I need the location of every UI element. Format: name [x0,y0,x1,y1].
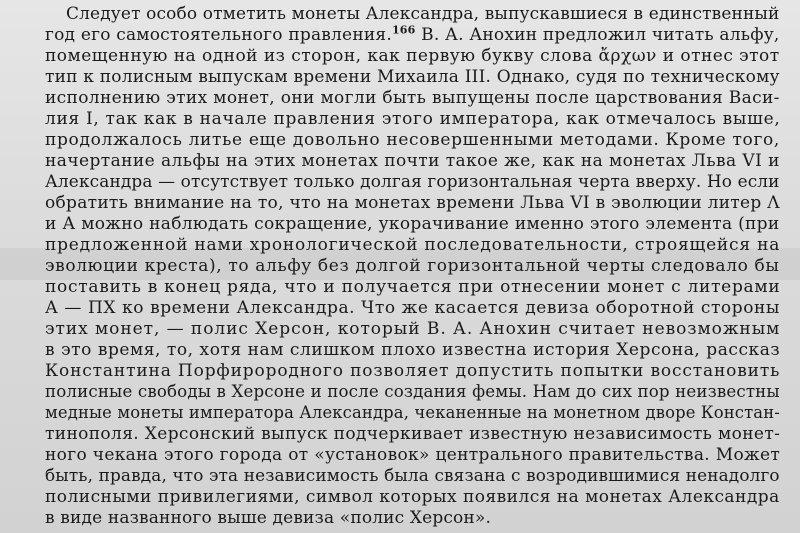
text-line: предложенной нами хронологической последовательности, строящейся на [45,235,781,255]
text-line: Константина Порфирородного позволяет допустить попытки восстановить [45,361,781,381]
text-line: лия I, так как в начале правления этого императора, как отмечалось выше, [45,109,781,129]
text-line: быть, правда, что эта независимость была связана с возродившимися ненадолго [45,466,780,486]
text-line: поставить в конец ряда, что и получается при отнесении монет с литерами [45,277,781,297]
text-line: полисными привилегиями, символ которых появился на монетах Александра [45,487,780,507]
text-line: начертание альфы на этих монетах почти такое же, как на монетах Льва VI и [45,151,780,171]
text-line: этих монет, — полис Херсон, который В. А. Анохин считает невозможным [45,319,781,339]
text-line: полисные свободы в Херсоне и после создания фемы. Нам до сих пор неизвестны [45,382,780,402]
text-line: в виде названного выше девиза «полис Херсон». [45,508,492,528]
text-line: тип к полисным выпускам времени Михаила III. Однако, судя по техническому [45,67,780,87]
text-line: эволюции креста), то альфу без долгой горизонтальной черты следовало бы [45,256,780,276]
text-line: А — ПХ ко времени Александра. Что же касается девиза оборотной стороны [45,298,781,318]
footnote-ref: 166 [391,23,416,37]
text-line: исполнению этих монет, они могли быть выпущены после царствования Васи- [45,88,780,108]
text-line: ного чекана этого города от «установок» центрального правительства. Может [45,445,781,465]
text-line: продолжалось литье еще довольно несовершенными методами. Кроме того, [45,130,780,150]
text-line: медные монеты императора Александра, чеканенные на монетном дворе Констан- [45,403,780,423]
text-line: тинополя. Херсонский выпуск подчеркивает известную независимость монет- [45,424,781,444]
text-line: обратить внимание на то, что на монетах времени Льва VI в эволюции литер Λ [45,193,780,213]
text-line: Александра — отсутствует только долгая горизонтальная черта вверху. Но если [45,172,780,192]
text-line: Следует особо отметить монеты Александра, выпускавшиеся в единственный [66,4,780,24]
text-line: в это время, то, хотя нам слишком плохо известна история Херсона, рассказ [45,340,781,360]
text-line: год его самостоятельного правления.$^{166}$ В. А. Анохин предложил читать альфу, [45,23,780,45]
text-line: помещенную на одной из сторон, как первую букву слова ἄρχων и отнес этот [45,46,780,66]
text-line: и А можно наблюдать сокращение, укорачивание именно этого элемента (при [45,214,780,234]
